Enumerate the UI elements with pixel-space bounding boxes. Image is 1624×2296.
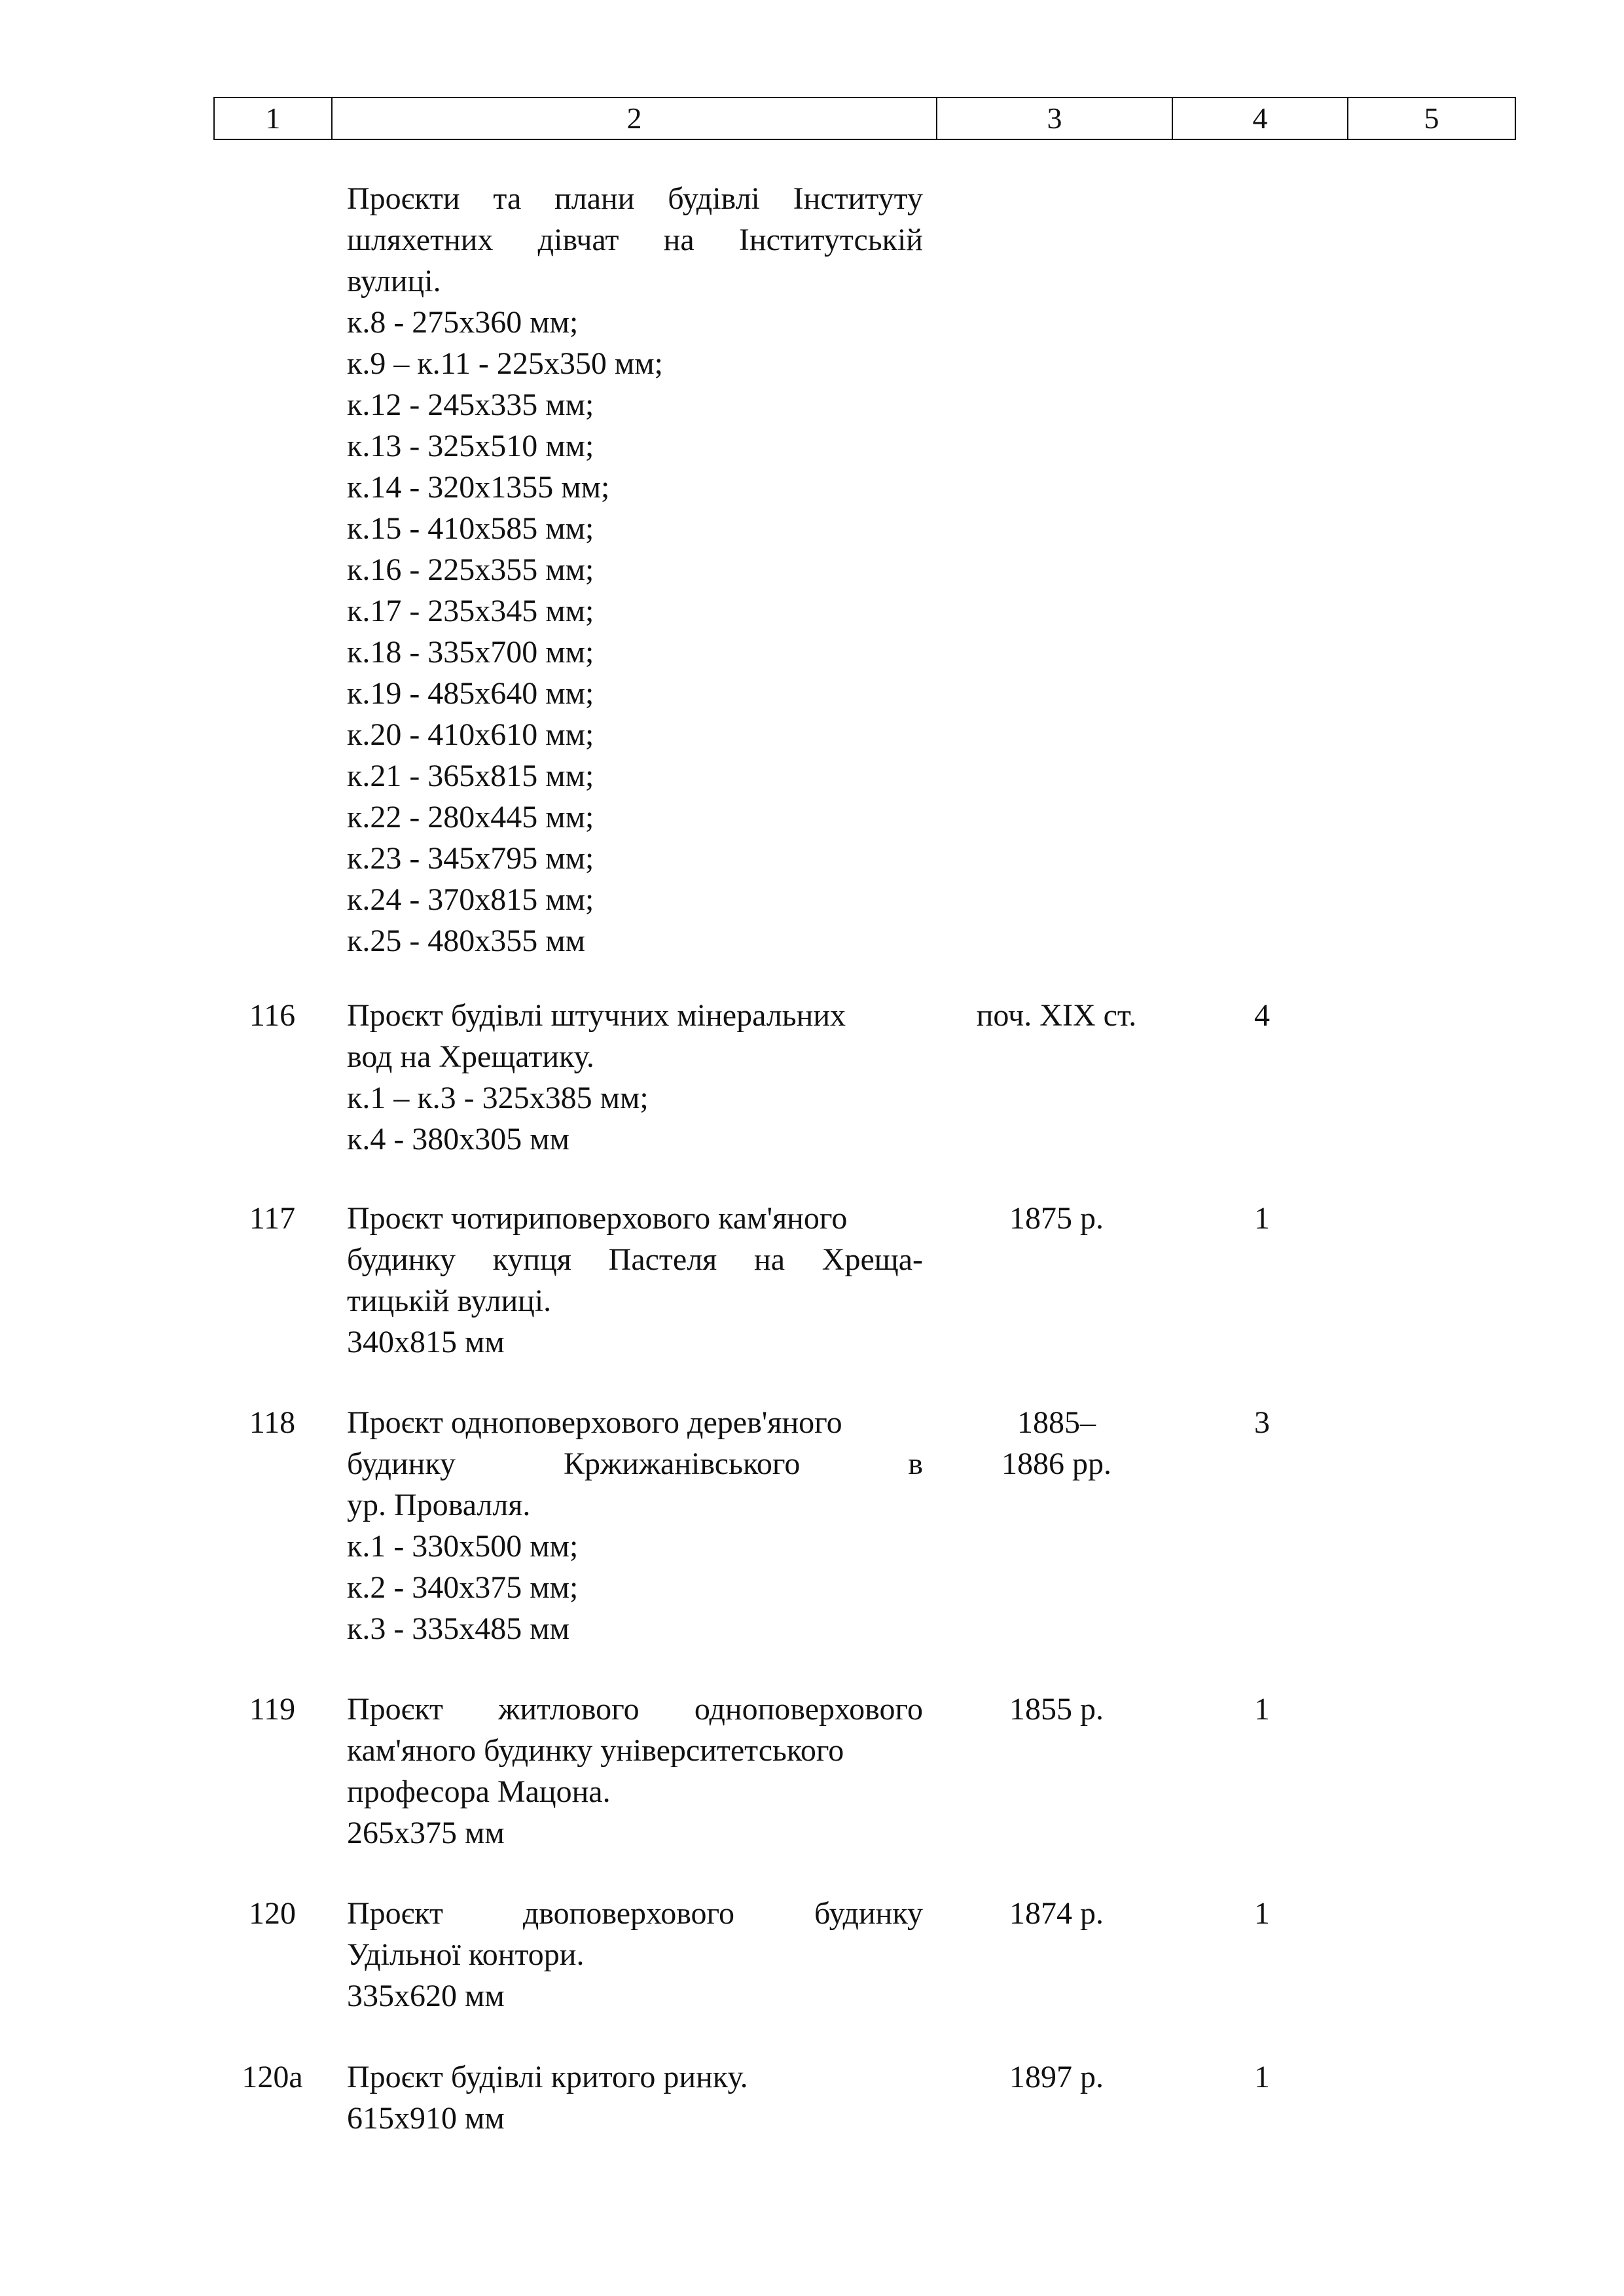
entry-date [939,1198,1174,1239]
date-line: 1875 р. [1009,1201,1104,1236]
description-line: будинку Кржижанівського в [347,1446,923,1481]
entry-date [939,995,1174,1036]
entry-quantity: 4 [1254,998,1270,1033]
description-line: к.3 - 335х485 мм [347,1611,570,1646]
entry-quantity: 1 [1254,1896,1270,1931]
description-line: к.23 - 345х795 мм; [347,841,594,876]
description-line: к.18 - 335х700 мм; [347,635,594,670]
description-line: к.14 - 320х1355 мм; [347,470,610,505]
entry-quantity: 1 [1254,2060,1270,2094]
column-header-4: 4 [1172,98,1348,139]
entry-date [939,1689,1174,1730]
description-line: будинку купця Пастеля на Хреща- [347,1242,923,1277]
description-line: Проєкт двоповерхового будинку [347,1896,923,1931]
description-line: к.12 - 245х335 мм; [347,387,594,422]
description-line: к.2 - 340х375 мм; [347,1570,579,1605]
description-line: 335х620 мм [347,1979,505,2013]
description-line: Удільної контори. [347,1937,585,1972]
description-line: к.20 - 410х610 мм; [347,717,594,752]
date-line: 1855 р. [1009,1692,1104,1727]
date-line: поч. XIX ст. [976,998,1137,1033]
description-line: 340х815 мм [347,1325,505,1359]
description-line: ур. Провалля. [347,1488,531,1522]
date-line: 1886 рр. [1001,1446,1111,1481]
entry-quantity: 3 [1254,1405,1270,1440]
description-line: к.17 - 235х345 мм; [347,594,594,628]
description-line: вод на Хрещатику. [347,1039,594,1074]
description-line: к.21 - 365х815 мм; [347,759,594,793]
entry-number: 120а [242,2060,303,2094]
entry-number: 120 [249,1896,296,1931]
description-line: шляхетних дівчат на Інститутській [347,223,923,257]
entry-description [347,178,923,961]
entry-date [939,2056,1174,2098]
entry-number: 119 [249,1692,296,1727]
entry-description [347,1402,923,1649]
entry-description [347,1689,923,1854]
description-line: к.13 - 325х510 мм; [347,429,594,463]
description-line: к.1 – к.3 - 325х385 мм; [347,1081,649,1115]
column-header-2: 2 [332,98,937,139]
description-line: вулиці. [347,264,441,298]
description-line: Проєкт будівлі критого ринку. [347,2060,748,2094]
entry-quantity: 1 [1254,1692,1270,1727]
description-line: 615х910 мм [347,2101,505,2136]
date-line: 1885– [1017,1405,1096,1440]
description-line: к.19 - 485х640 мм; [347,676,594,711]
entry-description [347,995,923,1160]
entry-number: 116 [249,998,296,1033]
entry-description [347,2056,923,2139]
entry-quantity: 1 [1254,1201,1270,1236]
description-line: Проєкт одноповерхового дерев'яного [347,1405,842,1440]
description-line: к.16 - 225х355 мм; [347,552,594,587]
description-line: к.9 – к.11 - 225х350 мм; [347,346,663,381]
description-line: Проєкт будівлі штучних мінеральних [347,998,846,1033]
column-header-row [214,98,1515,139]
description-line: Проєкт житлового одноповерхового [347,1692,923,1727]
entry-description [347,1893,923,2017]
entry-description [347,1198,923,1363]
description-line: к.1 - 330х500 мм; [347,1529,579,1564]
entry-number: 118 [249,1405,296,1440]
column-header-table [213,97,1516,140]
description-line: Проєкт чотириповерхового кам'яного [347,1201,848,1236]
entry-date [939,1402,1174,1484]
description-line: Проєкти та плани будівлі Інституту [347,181,923,216]
date-line: 1874 р. [1009,1896,1104,1931]
date-line: 1897 р. [1009,2060,1104,2094]
description-line: к.8 - 275х360 мм; [347,305,579,340]
description-line: к.15 - 410х585 мм; [347,511,594,546]
description-line: к.4 - 380х305 мм [347,1122,570,1157]
column-header-3: 3 [937,98,1172,139]
entry-number: 117 [249,1201,296,1236]
description-line: 265х375 мм [347,1816,505,1850]
description-line: кам'яного будинку університетського [347,1733,844,1768]
description-line: тицькій вулиці. [347,1283,552,1318]
description-line: к.25 - 480х355 мм [347,924,586,958]
description-line: к.22 - 280х445 мм; [347,800,594,834]
description-line: к.24 - 370х815 мм; [347,882,594,917]
entry-date [939,1893,1174,1934]
column-header-1: 1 [214,98,332,139]
column-header-5: 5 [1348,98,1515,139]
description-line: професора Мацона. [347,1774,611,1809]
